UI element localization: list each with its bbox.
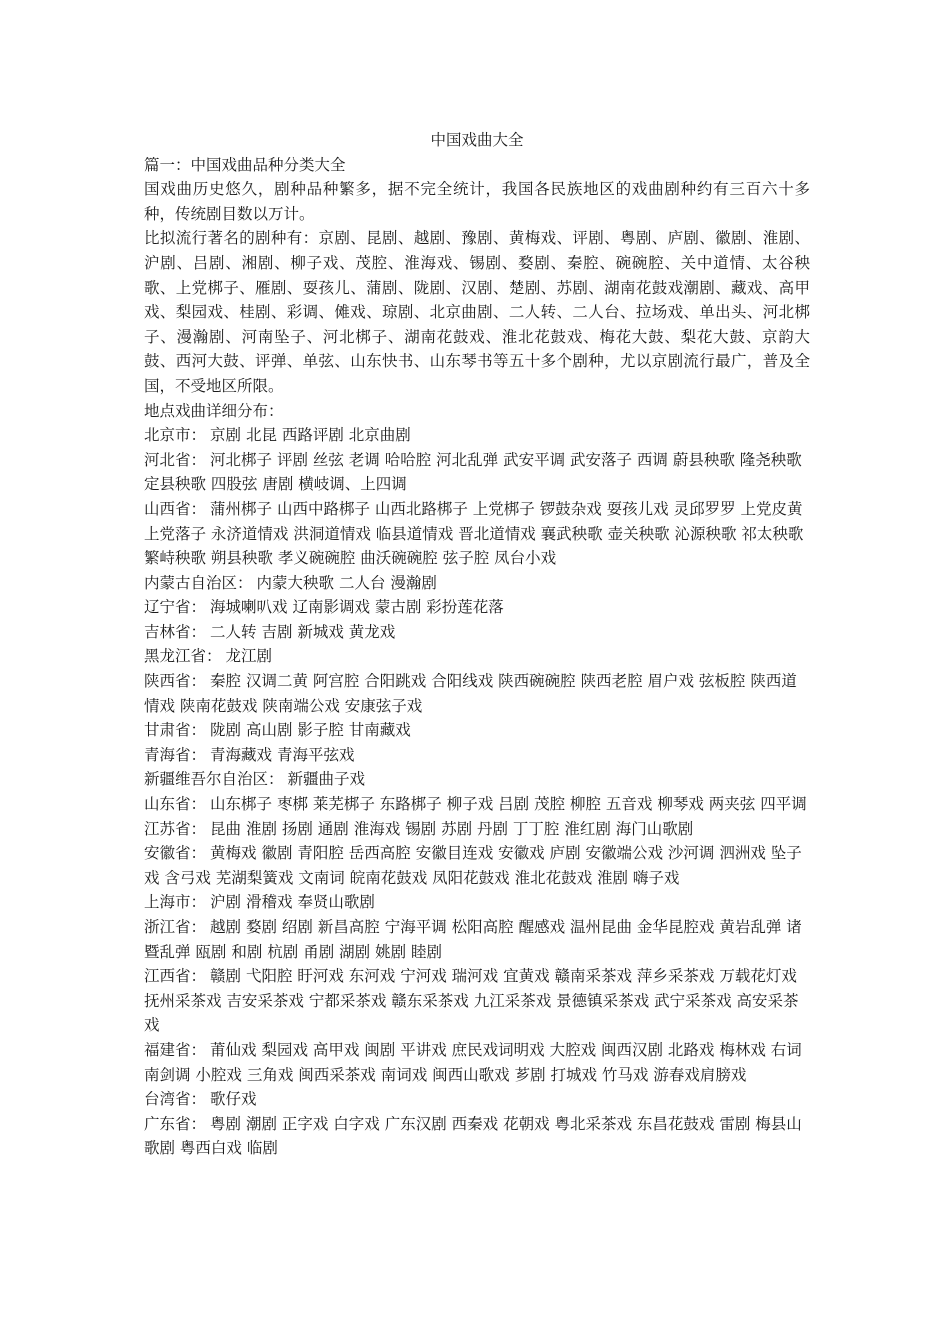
region-name: 陕西省： xyxy=(144,672,207,691)
region-opera-list: 秦腔 汉调二黄 阿宫腔 合阳跳戏 合阳线戏 陕西碗碗腔 陕西老腔 眉户戏 弦板腔 陕西道情戏 陕南花鼓戏 陕南端公戏 安康弦子戏 xyxy=(144,672,797,715)
region-opera-list: 陇剧 高山剧 影子腔 甘南藏戏 xyxy=(210,721,411,740)
region-opera-list: 海城喇叭戏 辽南影调戏 蒙古剧 彩扮莲花落 xyxy=(210,598,504,617)
region-name: 新疆维吾尔自治区： xyxy=(144,770,284,789)
region-row xyxy=(144,890,810,915)
region-opera-list: 莆仙戏 梨园戏 高甲戏 闽剧 平讲戏 庶民戏词明戏 大腔戏 闽西汉剧 北路戏 梅林戏 右词南剑调 小腔戏 三角戏 闽西采茶戏 南词戏 闽西山歌戏 芗剧 打城戏 竹马戏 游春戏肩膀戏 xyxy=(144,1040,802,1084)
region-opera-list: 歌仔戏 xyxy=(210,1090,257,1109)
region-opera-list: 粤剧 潮剧 正字戏 白字戏 广东汉剧 西秦戏 花朝戏 粤北采茶戏 东昌花鼓戏 雷剧 梅县山歌剧 粤西白戏 临剧 xyxy=(144,1114,802,1158)
region-row xyxy=(144,743,810,768)
region-opera-list: 越剧 婺剧 绍剧 新昌高腔 宁海平调 松阳高腔 醒感戏 温州昆曲 金华昆腔戏 黄岩乱弹 诸暨乱弹 瓯剧 和剧 杭剧 甬剧 湖剧 姚剧 睦剧 xyxy=(144,918,802,961)
region-name: 北京市： xyxy=(144,426,207,445)
region-row xyxy=(144,448,810,497)
section-heading: 篇一：中国戏曲品种分类大全 xyxy=(144,155,346,174)
region-name: 河北省： xyxy=(144,450,207,469)
region-name: 辽宁省： xyxy=(144,598,207,617)
region-opera-list: 山东梆子 枣梆 莱芜梆子 东路梆子 柳子戏 吕剧 茂腔 柳腔 五音戏 柳琴戏 两夹弦 四平调 xyxy=(210,795,807,814)
region-row xyxy=(144,1112,810,1161)
region-opera-list: 河北梆子 评剧 丝弦 老调 哈哈腔 河北乱弹 武安平调 武安落子 西调 蔚县秧歌 隆尧秧歌 定县秧歌 四股弦 唐剧 横岐调、上四调 xyxy=(144,450,802,494)
region-name: 青海省： xyxy=(144,745,207,764)
region-opera-list: 新疆曲子戏 xyxy=(287,770,366,789)
region-row xyxy=(144,767,810,792)
region-row xyxy=(144,817,810,842)
region-opera-list: 沪剧 滑稽戏 奉贤山歌剧 xyxy=(210,893,375,912)
region-opera-list: 二人转 吉剧 新城戏 黄龙戏 xyxy=(210,622,396,641)
region-name: 江西省： xyxy=(144,967,207,986)
region-row xyxy=(144,620,810,645)
document-title: 中国戏曲大全 xyxy=(430,131,524,149)
region-row xyxy=(144,1087,810,1112)
distribution-heading: 地点戏曲详细分布： xyxy=(144,401,284,420)
region-row xyxy=(144,669,810,718)
region-name: 内蒙古自治区： xyxy=(144,573,253,592)
region-name: 山东省： xyxy=(144,795,207,814)
region-name: 广东省： xyxy=(144,1114,207,1133)
region-opera-list: 昆曲 淮剧 扬剧 通剧 淮海戏 锡剧 苏剧 丹剧 丁丁腔 淮红剧 海门山歌剧 xyxy=(210,819,694,838)
region-row xyxy=(144,571,810,596)
region-row xyxy=(144,1038,810,1087)
region-row xyxy=(144,841,810,890)
region-row xyxy=(144,644,810,669)
region-name: 台湾省： xyxy=(144,1090,207,1109)
region-row xyxy=(144,718,810,743)
region-name: 福建省： xyxy=(144,1040,207,1059)
popular-genres-paragraph: 比拟流行著名的剧种有：京剧、昆剧、越剧、豫剧、黄梅戏、评剧、粤剧、庐剧、徽剧、淮剧、沪剧、吕剧、湘剧、柳子戏、茂腔、淮海戏、锡剧、婺剧、秦腔、碗碗腔、关中道情、太谷秧歌、上党梆子、雁剧、耍孩儿、蒲剧、陇剧、汉剧、楚剧、苏剧、湖南花鼓戏潮剧、藏戏、高甲戏、梨园戏、桂剧、彩调、傩戏、琼剧、北京曲剧、二人转、二人台、拉场戏、单出头、河北梆子、漫瀚剧、河南坠子、河北梆子、湖南花鼓戏、淮北花鼓戏、梅花大鼓、梨花大鼓、京韵大鼓、西河大鼓、评弹、单弦、山东快书、山东琴书等五十多个剧种，尤以京剧流行最广，普及全国，不受地区所限。 xyxy=(144,229,810,395)
region-name: 安徽省： xyxy=(144,844,207,863)
region-name: 吉林省： xyxy=(144,622,207,641)
region-opera-list: 赣剧 弋阳腔 盱河戏 东河戏 宁河戏 瑞河戏 宜黄戏 赣南采茶戏 萍乡采茶戏 万载花灯戏 抚州采茶戏 吉安采茶戏 宁都采茶戏 赣东采茶戏 九江采茶戏 景德镇采茶戏 武宁采茶戏 高安采茶戏 xyxy=(144,967,799,1035)
region-opera-list: 龙江剧 xyxy=(225,647,273,666)
region-row xyxy=(144,964,810,1038)
region-name: 甘肃省： xyxy=(144,721,207,740)
intro-paragraph: 国戏曲历史悠久，剧种品种繁多，据不完全统计，我国各民族地区的戏曲剧种约有三百六十多种，传统剧目数以万计。 xyxy=(144,180,810,223)
region-name: 山西省： xyxy=(144,499,207,518)
region-opera-list: 蒲州梆子 山西中路梆子 山西北路梆子 上党梆子 锣鼓杂戏 耍孩儿戏 灵邱罗罗 上党皮黄 上党落子 永济道情戏 洪洞道情戏 临县道情戏 晋北道情戏 襄武秧歌 壶关秧歌 沁源秧歌 祁太秧歌 繁峙秧歌 朔县秧歌 孝义碗碗腔 曲沃碗碗腔 弦子腔 凤台小戏 xyxy=(144,499,804,568)
region-opera-list: 内蒙大秧歌 二人台 漫瀚剧 xyxy=(256,573,437,592)
region-name: 上海市： xyxy=(144,893,207,912)
region-opera-list: 京剧 北昆 西路评剧 北京曲剧 xyxy=(210,426,411,445)
region-opera-list: 青海藏戏 青海平弦戏 xyxy=(210,745,355,764)
region-name: 浙江省： xyxy=(144,918,207,936)
region-opera-list: 黄梅戏 徽剧 青阳腔 岳西高腔 安徽目连戏 安徽戏 庐剧 安徽端公戏 沙河调 泗洲戏 坠子戏 含弓戏 芜湖梨簧戏 文南词 皖南花鼓戏 凤阳花鼓戏 淮北花鼓戏 淮剧 嗨子戏 xyxy=(144,844,802,887)
region-row xyxy=(144,595,810,620)
region-name: 江苏省： xyxy=(144,819,207,838)
region-row xyxy=(144,792,810,817)
region-list-container xyxy=(144,423,810,1161)
region-name: 黑龙江省： xyxy=(144,647,222,666)
region-row xyxy=(144,423,810,448)
region-row xyxy=(144,915,810,964)
region-row xyxy=(144,497,810,571)
document-page xyxy=(144,128,810,1161)
